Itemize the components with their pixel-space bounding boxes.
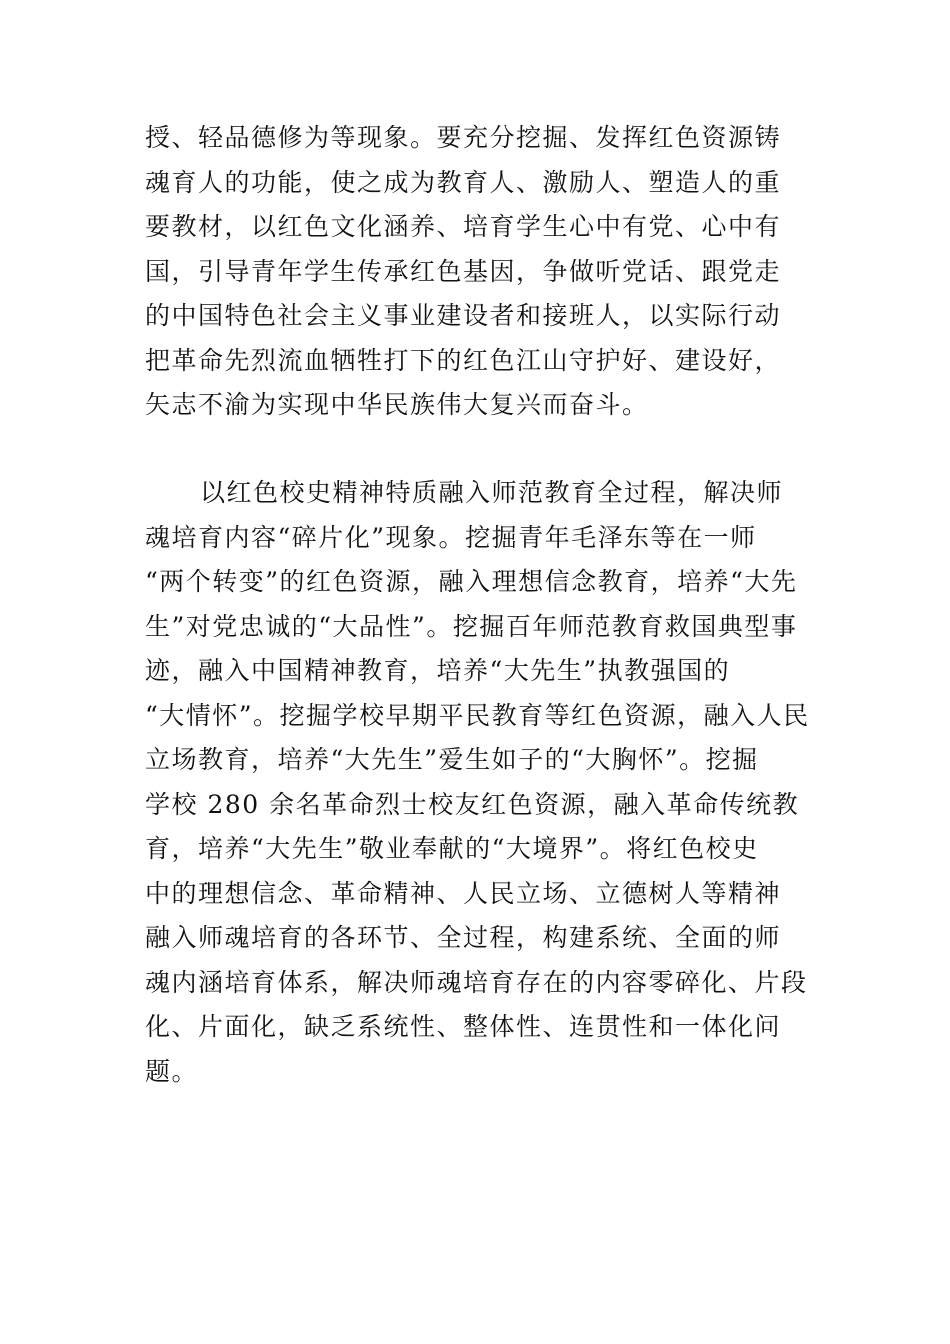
- text-line: 魂内涵培育体系，解决师魂培育存在的内容零碎化、片段: [145, 967, 808, 997]
- text-line: 要教材，以红色文化涵养、培育学生心中有党、心中有: [145, 212, 782, 241]
- text-line: “两个转变”的红色资源，融入理想信念教育，培养“大先: [145, 567, 798, 596]
- paragraph-2: [145, 471, 825, 1094]
- text-line: 生”对党忠诚的“大品性”。挖掘百年师范教育救国典型事: [145, 611, 798, 641]
- paragraph-1: [145, 116, 825, 428]
- text-line: 化、片面化，缺乏系统性、整体性、连贯性和一体化问: [145, 1012, 782, 1041]
- text-line-first-indented: 以红色校史精神特质融入师范教育全过程，解决师: [200, 478, 784, 507]
- text-line: 的中国特色社会主义事业建设者和接班人，以实际行动: [145, 301, 782, 330]
- text-line: 把革命先烈流血牺牲打下的红色江山守护好、建设好，: [145, 345, 782, 375]
- text-line: 魂育人的功能，使之成为教育人、激励人、塑造人的重: [145, 167, 782, 197]
- text-line: 立场教育，培养“大先生”爱生如子的“大胸怀”。挖掘: [145, 745, 759, 774]
- text-line: 学校 280 余名革命烈士校友红色资源，融入革命传统教: [145, 789, 800, 819]
- text-line: 中的理想信念、革命精神、人民立场、立德树人等精神: [145, 878, 782, 908]
- text-line: 迹，融入中国精神教育，培养“大先生”执教强国的: [145, 656, 731, 685]
- text-line: “大情怀”。挖掘学校早期平民教育等红色资源，融入人民: [145, 700, 810, 730]
- text-line: 授、轻品德修为等现象。要充分挖掘、发挥红色资源铸: [145, 123, 782, 152]
- text-line: 题。: [145, 1056, 199, 1086]
- text-line: 魂培育内容“碎片化”现象。挖掘青年毛泽东等在一师: [145, 522, 757, 552]
- text-line: 矢志不渝为实现中华民族伟大复兴而奋斗。: [145, 390, 649, 419]
- text-line: 国，引导青年学生传承红色基因，争做听党话、跟党走: [145, 256, 782, 286]
- text-line: 育，培养“大先生”敬业奉献的“大境界”。将红色校史: [145, 834, 759, 863]
- text-line: 融入师魂培育的各环节、全过程，构建系统、全面的师: [145, 923, 782, 952]
